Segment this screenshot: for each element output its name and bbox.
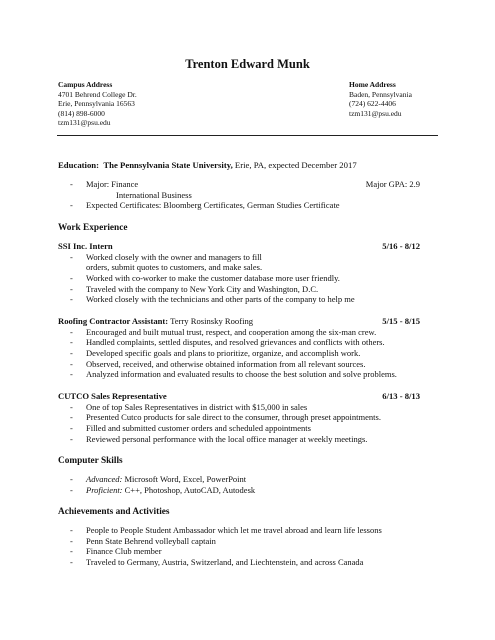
job-bullet: - Traveled with the company to New York City and Washington, D.C. <box>58 284 420 295</box>
skill-label: Advanced: <box>86 474 123 485</box>
campus-phone: (814) 898-6000 <box>58 108 105 118</box>
job-bullet: - Filled and submitted customer orders and scheduled appointments <box>58 423 420 434</box>
campus-address-heading: Campus Address <box>58 80 113 89</box>
home-phone: (724) 622-4406 <box>349 99 396 109</box>
education-certificates: - Expected Certificates: Bloomberg Certificates, German Studies Certificate <box>58 200 420 211</box>
skill-label: Proficient: <box>86 484 123 495</box>
resume-name: Trenton Edward Munk <box>185 57 310 71</box>
campus-email: tzm131@psu.edu <box>58 118 111 128</box>
job-title: CUTCO Sales Representative 6/13 - 8/13 <box>58 390 420 401</box>
job-title: SSI Inc. Intern 5/16 - 8/12 <box>58 240 420 251</box>
job-bullet: - Worked closely with the technicians and other parts of the company to help me <box>58 294 420 305</box>
home-address-line: Baden, Pennsylvania <box>349 89 412 99</box>
job-bullet: - Developed specific goals and plans to prioritize, organize, and accomplish work. <box>58 348 420 359</box>
job-dates: 5/16 - 8/12 <box>382 240 420 251</box>
education-major: - Major: Finance Major GPA: 2.9 <box>58 179 420 190</box>
work-experience-heading: Work Experience <box>58 222 128 233</box>
achievement-item: - Finance Club member <box>58 546 420 557</box>
skill-item: - Advanced: Microsoft Word, Excel, PowerPoint <box>58 474 420 485</box>
campus-address-line: 4701 Behrend College Dr. <box>58 89 137 99</box>
education-label: Education: <box>58 160 100 170</box>
skill-item: - Proficient: C++, Photoshop, AutoCAD, Autodesk <box>58 485 420 496</box>
home-email: tzm131@psu.edu <box>349 108 402 118</box>
education-details: Erie, PA, expected December 2017 <box>232 160 357 170</box>
job-bullet: - Reviewed personal performance with the local office manager at weekly meetings. <box>58 434 420 445</box>
job-bullet: - Encouraged and built mutual trust, respect, and cooperation among the six-man crew. <box>58 327 420 338</box>
job-bullet: - Worked with co-worker to make the customer database more user friendly. <box>58 273 420 284</box>
achievement-item: - People to People Student Ambassador which let me travel abroad and learn life lessons <box>58 525 420 536</box>
campus-address <box>58 80 137 128</box>
job-bullet: - Handled complaints, settled disputes, and resolved grievances and conflicts with others. <box>58 337 420 348</box>
achievement-item: - Traveled to Germany, Austria, Switzerland, and Liechtenstein, and across Canada <box>58 557 420 568</box>
job-bullet: - Observed, received, and otherwise obtained information from all relevant sources. <box>58 359 420 370</box>
home-address-heading: Home Address <box>349 80 396 89</box>
job-bullet: - Worked closely with the owner and managers to fill <box>58 252 420 263</box>
education-line <box>58 160 420 171</box>
job-bullet: - Analyzed information and evaluated results to choose the best solution and solve problems. <box>58 369 420 380</box>
resume-body <box>58 160 420 568</box>
header-divider <box>57 135 438 136</box>
education-major-second: International Business <box>116 189 192 200</box>
campus-address-line: Erie, Pennsylvania 16563 <box>58 99 135 109</box>
job-bullet-continuation: orders, submit quotes to customers, and make sales. <box>86 262 263 273</box>
job-bullet: - One of top Sales Representatives in district with $15,000 in sales <box>58 402 420 413</box>
achievements-heading: Achievements and Activities <box>58 507 170 518</box>
job-title: Roofing Contractor Assistant: Terry Rosinsky Roofing 5/15 - 8/15 <box>58 315 420 326</box>
achievement-item: - Penn State Behrend volleyball captain <box>58 536 420 547</box>
computer-skills-heading: Computer Skills <box>58 456 123 467</box>
job-dates: 6/13 - 8/13 <box>382 390 420 401</box>
home-address <box>349 80 412 118</box>
education-school: The Pennsylvania State University, <box>103 160 233 170</box>
job-employer: Terry Rosinsky Roofing <box>168 315 254 326</box>
job-dates: 5/15 - 8/15 <box>382 315 420 326</box>
job-bullet: - Presented Cutco products for sale direct to the consumer, through preset appointments. <box>58 412 420 423</box>
education-gpa: Major GPA: 2.9 <box>365 179 420 189</box>
